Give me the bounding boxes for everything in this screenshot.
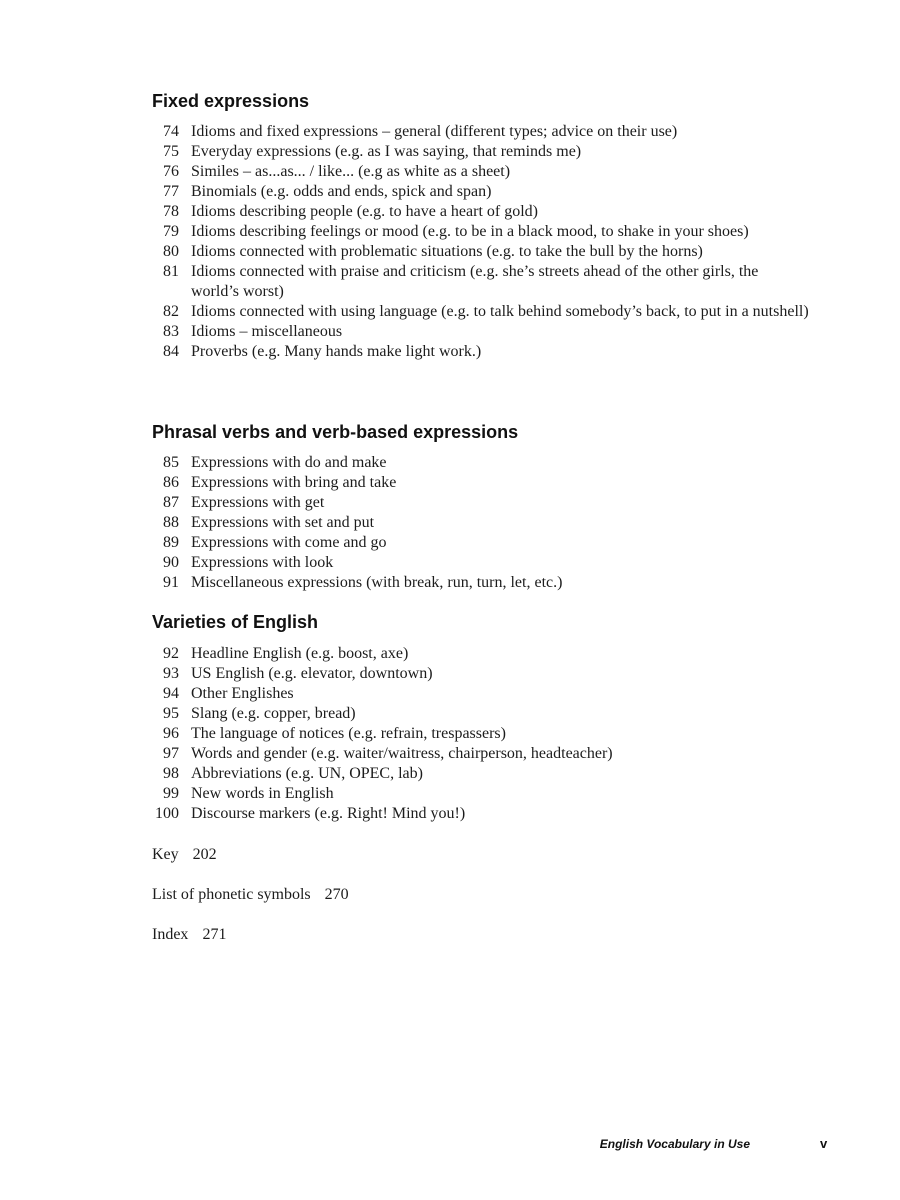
unit-number: 82 (163, 303, 179, 320)
unit-title: The language of notices (e.g. refrain, trespassers) (191, 725, 506, 742)
unit-entry-75 (0, 142, 831, 162)
unit-entry-83 (0, 322, 831, 342)
unit-entry-76 (0, 162, 831, 182)
unit-title: Headline English (e.g. boost, axe) (191, 645, 409, 662)
unit-entry-97 (0, 744, 831, 764)
unit-list-phrasal-verbs (0, 453, 831, 593)
unit-entry-87 (0, 493, 831, 513)
unit-title: Idioms connected with praise and criticism (e.g. she’s streets ahead of the other girls, the world’s worst) (191, 263, 759, 300)
unit-title: Idioms – miscellaneous (191, 323, 343, 340)
contents-extra-index (152, 925, 226, 945)
unit-title: Words and gender (e.g. waiter/waitress, chairperson, headteacher) (191, 745, 613, 762)
unit-number: 90 (163, 554, 179, 571)
unit-entry-85 (0, 453, 831, 473)
unit-entry-88 (0, 513, 831, 533)
unit-number: 97 (163, 745, 179, 762)
unit-title: Miscellaneous expressions (with break, run, turn, let, etc.) (191, 574, 563, 591)
unit-title: Proverbs (e.g. Many hands make light work.) (191, 343, 482, 360)
unit-entry-95 (0, 704, 831, 724)
unit-entry-99 (0, 784, 831, 804)
unit-number: 78 (163, 203, 179, 220)
unit-number: 86 (163, 474, 179, 491)
unit-title: Similes – as...as... / like... (e.g as white as a sheet) (191, 163, 511, 180)
unit-number: 95 (163, 705, 179, 722)
unit-number: 85 (163, 454, 179, 471)
unit-number: 98 (163, 765, 179, 782)
unit-list-fixed-expressions (0, 122, 831, 362)
unit-title: Binomials (e.g. odds and ends, spick and span) (191, 183, 492, 200)
unit-number: 83 (163, 323, 179, 340)
unit-entry-91 (0, 573, 831, 593)
unit-title: Everyday expressions (e.g. as I was saying, that reminds me) (191, 143, 582, 160)
unit-title: Expressions with bring and take (191, 474, 397, 491)
unit-title: New words in English (191, 785, 334, 802)
unit-title: Idioms describing feelings or mood (e.g. to be in a black mood, to shake in your shoes) (191, 223, 749, 240)
unit-entry-100 (0, 804, 831, 824)
extra-label: Index (152, 926, 189, 943)
unit-title: Expressions with set and put (191, 514, 375, 531)
unit-title: Idioms connected with problematic situations (e.g. to take the bull by the horns) (191, 243, 703, 260)
unit-number: 89 (163, 534, 179, 551)
unit-entry-92 (0, 644, 831, 664)
unit-number: 88 (163, 514, 179, 531)
unit-entry-86 (0, 473, 831, 493)
unit-number: 84 (163, 343, 179, 360)
section-heading-fixed-expressions: Fixed expressions (152, 91, 310, 111)
unit-title: Idioms and fixed expressions – general (different types; advice on their use) (191, 123, 678, 140)
unit-number: 74 (163, 123, 179, 140)
unit-entry-77 (0, 182, 831, 202)
unit-title: US English (e.g. elevator, downtown) (191, 665, 433, 682)
extra-label: List of phonetic symbols (152, 886, 311, 903)
unit-title: Expressions with come and go (191, 534, 387, 551)
unit-title: Discourse markers (e.g. Right! Mind you!) (191, 805, 466, 822)
extra-page-number: 271 (202, 926, 227, 943)
section-heading-varieties-of-english: Varieties of English (152, 612, 319, 632)
unit-title: Idioms describing people (e.g. to have a heart of gold) (191, 203, 538, 220)
unit-entry-90 (0, 553, 831, 573)
unit-title: Expressions with get (191, 494, 325, 511)
unit-number: 87 (163, 494, 179, 511)
unit-number: 80 (163, 243, 179, 260)
unit-number: 100 (155, 805, 179, 822)
unit-entry-82 (0, 302, 831, 322)
unit-entry-96 (0, 724, 831, 744)
unit-number: 79 (163, 223, 179, 240)
unit-entry-84 (0, 342, 831, 362)
extra-page-number: 270 (324, 886, 349, 903)
unit-number: 91 (163, 574, 179, 591)
extra-label: Key (152, 846, 179, 863)
unit-number: 94 (163, 685, 179, 702)
unit-number: 77 (163, 183, 179, 200)
unit-title: Slang (e.g. copper, bread) (191, 705, 356, 722)
unit-title: Idioms connected with using language (e.g. to talk behind somebody’s back, to put in a nutshell) (191, 303, 809, 320)
unit-title: Abbreviations (e.g. UN, OPEC, lab) (191, 765, 423, 782)
unit-entry-78 (0, 202, 831, 222)
unit-title: Expressions with do and make (191, 454, 387, 471)
unit-entry-74 (0, 122, 831, 142)
extra-page-number: 202 (192, 846, 217, 863)
unit-title: Expressions with look (191, 554, 334, 571)
footer-page-number: v (820, 1136, 828, 1151)
unit-entry-98 (0, 764, 831, 784)
unit-entry-94 (0, 684, 831, 704)
footer-book-title: English Vocabulary in Use (599, 1137, 750, 1151)
contents-extra-phonetic-symbols (152, 885, 349, 905)
unit-number: 75 (163, 143, 179, 160)
unit-list-varieties-of-english (0, 644, 831, 824)
unit-number: 93 (163, 665, 179, 682)
unit-entry-93 (0, 664, 831, 684)
unit-number: 92 (163, 645, 179, 662)
unit-entry-80 (0, 242, 831, 262)
unit-entry-89 (0, 533, 831, 553)
section-heading-phrasal-verbs: Phrasal verbs and verb-based expressions (152, 422, 519, 442)
unit-number: 76 (163, 163, 179, 180)
unit-number: 81 (163, 263, 179, 280)
unit-number: 99 (163, 785, 179, 802)
unit-title: Other Englishes (191, 685, 294, 702)
unit-number: 96 (163, 725, 179, 742)
unit-entry-81 (0, 262, 831, 302)
unit-entry-79 (0, 222, 831, 242)
contents-extra-key (152, 845, 217, 865)
